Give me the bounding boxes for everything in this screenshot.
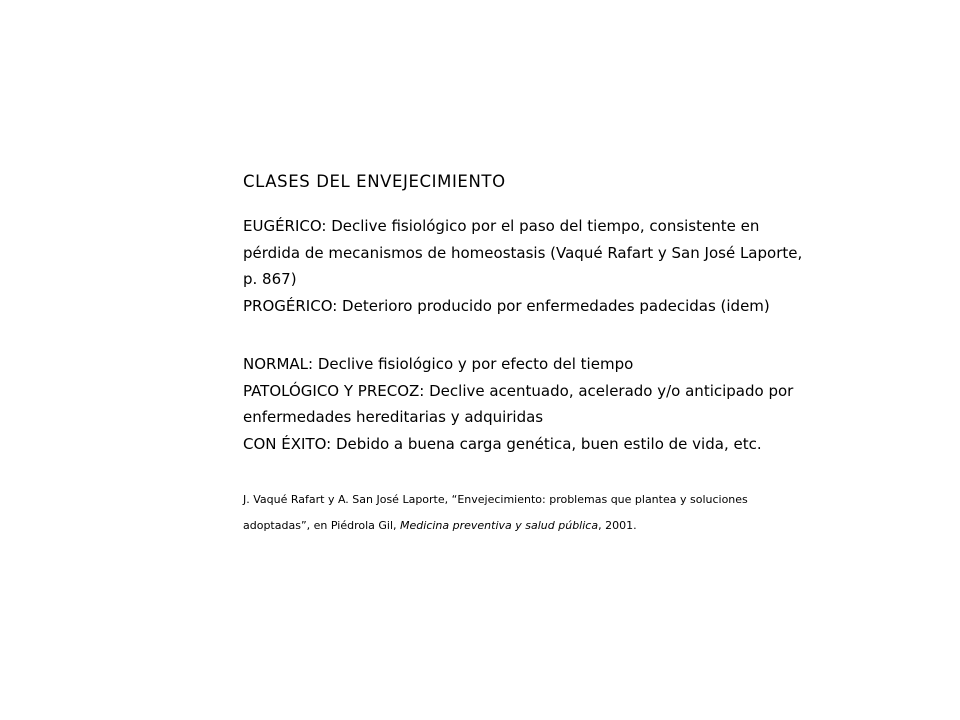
definition-patologico: PATOLÓGICO Y PRECOZ: Declive acentuado, acelerado y/o anticipado por enfermedades hereditarias y adquiridas xyxy=(243,381,794,426)
definition-eugerico: EUGÉRICO: Declive fisiológico por el paso del tiempo, consistente en pérdida de mecanismos de homeostasis (Vaqué Rafart y San José Laporte, p. 867) xyxy=(243,217,803,288)
definition-con-exito: CON ÉXITO: Debido a buena carga genética, buen estilo de vida, etc. xyxy=(243,434,762,453)
slide-title: CLASES DEL ENVEJECIMIENTO xyxy=(243,172,506,191)
citation xyxy=(243,487,783,539)
definition-normal: NORMAL: Declive fisiológico y por efecto del tiempo xyxy=(243,355,634,373)
citation-book-title: Medicina preventiva y salud pública xyxy=(400,519,599,532)
definitions-group-2 xyxy=(243,351,803,457)
definition-progerico: PROGÉRICO: Deterioro producido por enfermedades padecidas (idem) xyxy=(243,296,770,315)
citation-year: , 2001. xyxy=(598,519,637,532)
citation-authors: J. Vaqué Rafart y A. San José Laporte, “Envejecimiento: problemas que plantea y soluciones adoptadas”, en Piédrola Gil, xyxy=(243,493,748,532)
definitions-group-1 xyxy=(243,213,803,319)
